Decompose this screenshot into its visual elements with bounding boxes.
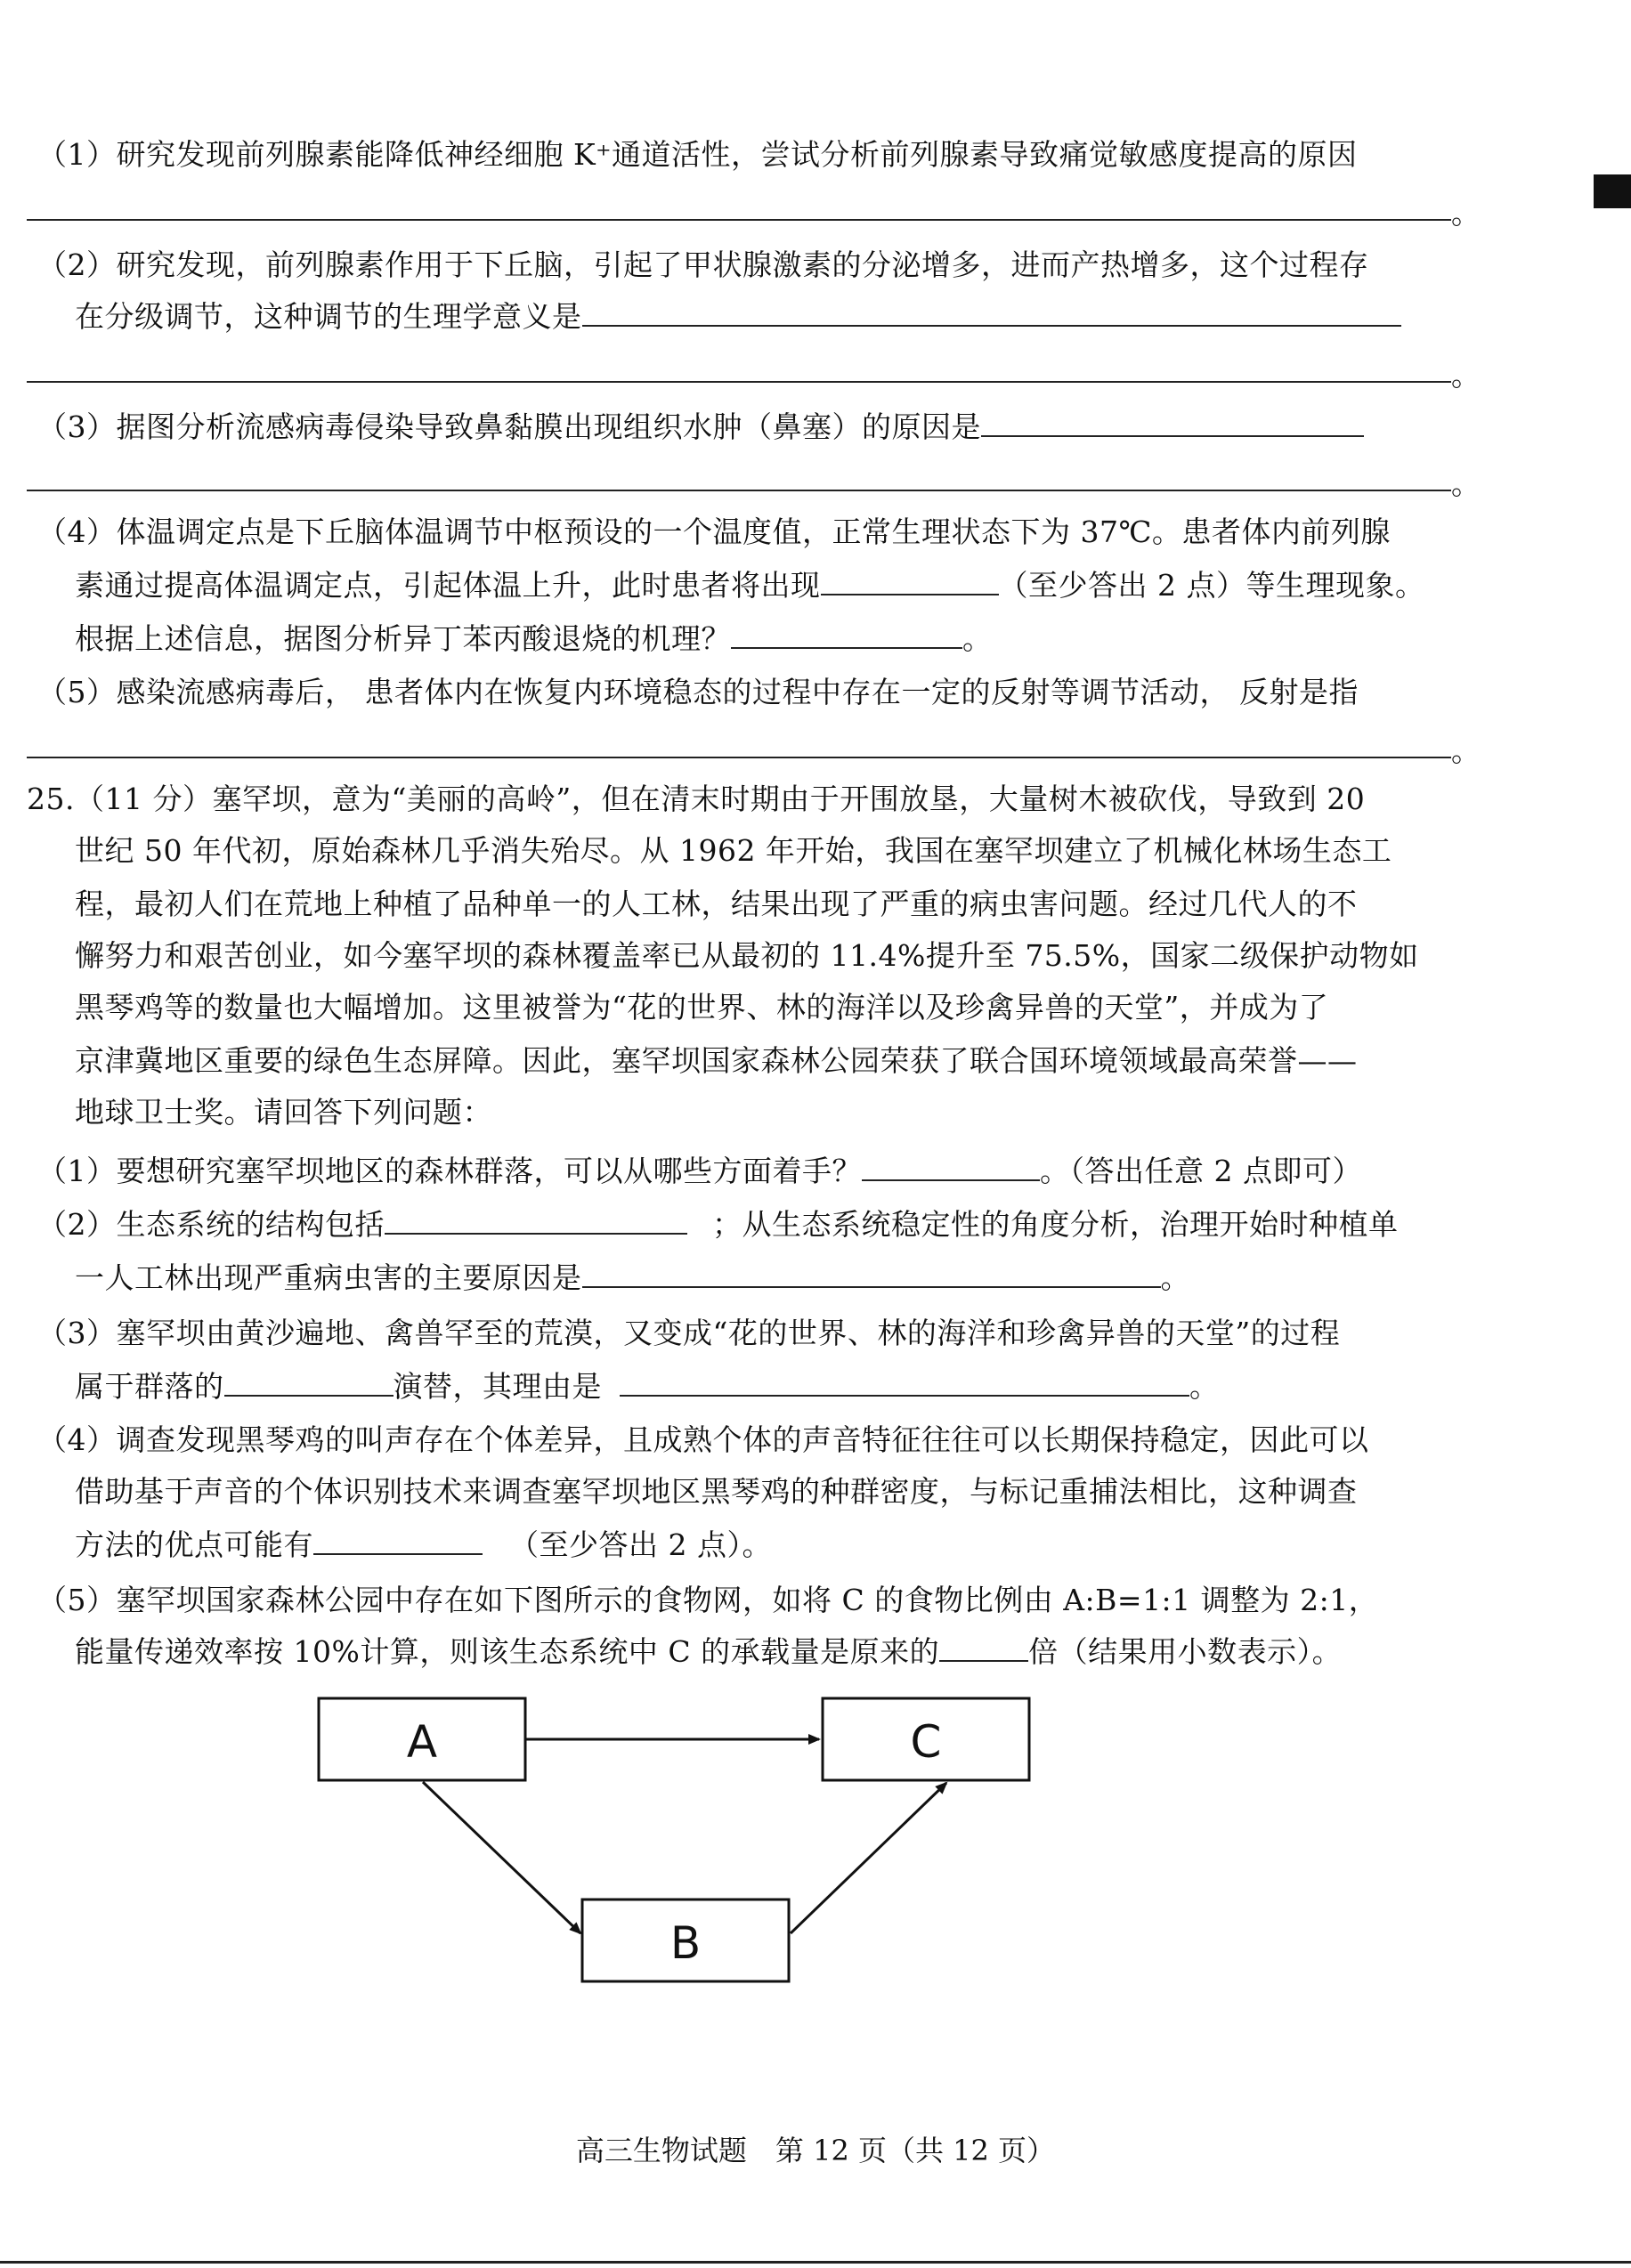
- node-b-label: B: [669, 1917, 702, 1969]
- period: 。: [1451, 358, 1481, 393]
- q24-part2-line2: 在分级调节，这种调节的生理学意义是: [75, 297, 1401, 336]
- node-b: [582, 1899, 789, 1981]
- q25-part2-line2: 一人工林出现严重病虫害的主要原因是 。: [75, 1260, 1190, 1295]
- q24-part5: （5）感染流感病毒后， 患者体内在恢复内环境稳态的过程中存在一定的反射等调节活动， 反射是指: [37, 675, 1359, 709]
- q25-intro-line2: 世纪 50 年代初，原始森林几乎消失殆尽。从 1962 年开始，我国在塞罕坝建立了机械化林场生态工: [75, 833, 1392, 868]
- q25-part1: （1）要想研究塞罕坝地区的森林群落，可以从哪些方面着手？ 。（答出任意 2 点即可）: [37, 1154, 1362, 1188]
- node-c: [823, 1698, 1029, 1780]
- q24-part2-line1: （2）研究发现，前列腺素作用于下丘脑，引起了甲状腺激素的分泌增多，进而产热增多，这个过程存: [37, 247, 1369, 282]
- period: 。: [1451, 733, 1481, 768]
- q24-part4-line2: 素通过提高体温调定点，引起体温上升，此时患者将出现 （至少答出 2 点）等生理现象。: [75, 568, 1425, 603]
- node-a-label: A: [406, 1716, 438, 1768]
- q24-part3: （3）据图分析流感病毒侵染导致鼻黏膜出现组织水肿（鼻塞）的原因是: [37, 408, 1364, 447]
- q25-intro-line1: 25.（11 分）塞罕坝，意为“美丽的高岭”，但在清末时期由于开围放垦，大量树木被砍伐，导致到 20: [27, 782, 1366, 816]
- q25-part3-line2: 属于群落的 演替，其理由是 。: [75, 1369, 1220, 1404]
- q25-intro-line4: 懈努力和艰苦创业，如今塞罕坝的森林覆盖率已从最初的 11.4%提升至 75.5%，国家二级保护动物如: [75, 938, 1419, 973]
- q25-part5-line2: 能量传递效率按 10%计算，则该生态系统中 C 的承载量是原来的 倍（结果用小数表示）。: [75, 1634, 1343, 1669]
- q25-intro-line3: 程，最初人们在荒地上种植了品种单一的人工林，结果出现了严重的病虫害问题。经过几代人的不: [75, 887, 1358, 921]
- q24-part4-line1: （4）体温调定点是下丘脑体温调节中枢预设的一个温度值，正常生理状态下为 37℃。患者体内前列腺: [37, 514, 1391, 549]
- q25-part5-line1: （5）塞罕坝国家森林公园中存在如下图所示的食物网，如将 C 的食物比例由 A:B=1:1 调整为 2:1，: [37, 1583, 1379, 1617]
- arrow-b-to-c: [791, 1783, 946, 1933]
- node-a: [319, 1698, 525, 1780]
- q24-part1: （1）研究发现前列腺素能降低神经细胞 K⁺通道活性，尝试分析前列腺素导致痛觉敏感度提高的原因: [37, 137, 1358, 172]
- period: 。: [1451, 466, 1481, 501]
- q24-part4-line3: 根据上述信息，据图分析异丁苯丙酸退烧的机理？ 。: [75, 621, 993, 656]
- page-footer: 高三生物试题 第 12 页（共 12 页）: [575, 2134, 1056, 2167]
- q25-intro-line6: 京津冀地区重要的绿色生态屏障。因此，塞罕坝国家森林公园荣获了联合国环境领域最高荣誉——: [75, 1043, 1358, 1078]
- bottom-edge-line: [0, 2261, 1631, 2264]
- node-c-label: C: [910, 1716, 942, 1768]
- q25-intro-line7: 地球卫士奖。请回答下列问题：: [75, 1095, 492, 1130]
- q25-intro-line5: 黑琴鸡等的数量也大幅增加。这里被誉为“花的世界、林的海洋以及珍禽异兽的天堂”，并成为了: [75, 990, 1329, 1025]
- q25-part4-line2: 借助基于声音的个体识别技术来调查塞罕坝地区黑琴鸡的种群密度，与标记重捕法相比，这种调查: [75, 1474, 1358, 1509]
- q25-part2-line1: （2）生态系统的结构包括 ；从生态系统稳定性的角度分析，治理开始时种植单: [37, 1207, 1399, 1242]
- arrow-a-to-b: [423, 1782, 580, 1933]
- q25-part3-line1: （3）塞罕坝由黄沙遍地、禽兽罕至的荒漠，又变成“花的世界、林的海洋和珍禽异兽的天堂”的过程: [37, 1316, 1341, 1350]
- q25-part4-line3: 方法的优点可能有 （至少答出 2 点）。: [75, 1527, 772, 1562]
- period: 。: [1451, 196, 1481, 231]
- q25-part4-line1: （4）调查发现黑琴鸡的叫声存在个体差异，且成熟个体的声音特征往往可以长期保持稳定，因此可以: [37, 1422, 1369, 1457]
